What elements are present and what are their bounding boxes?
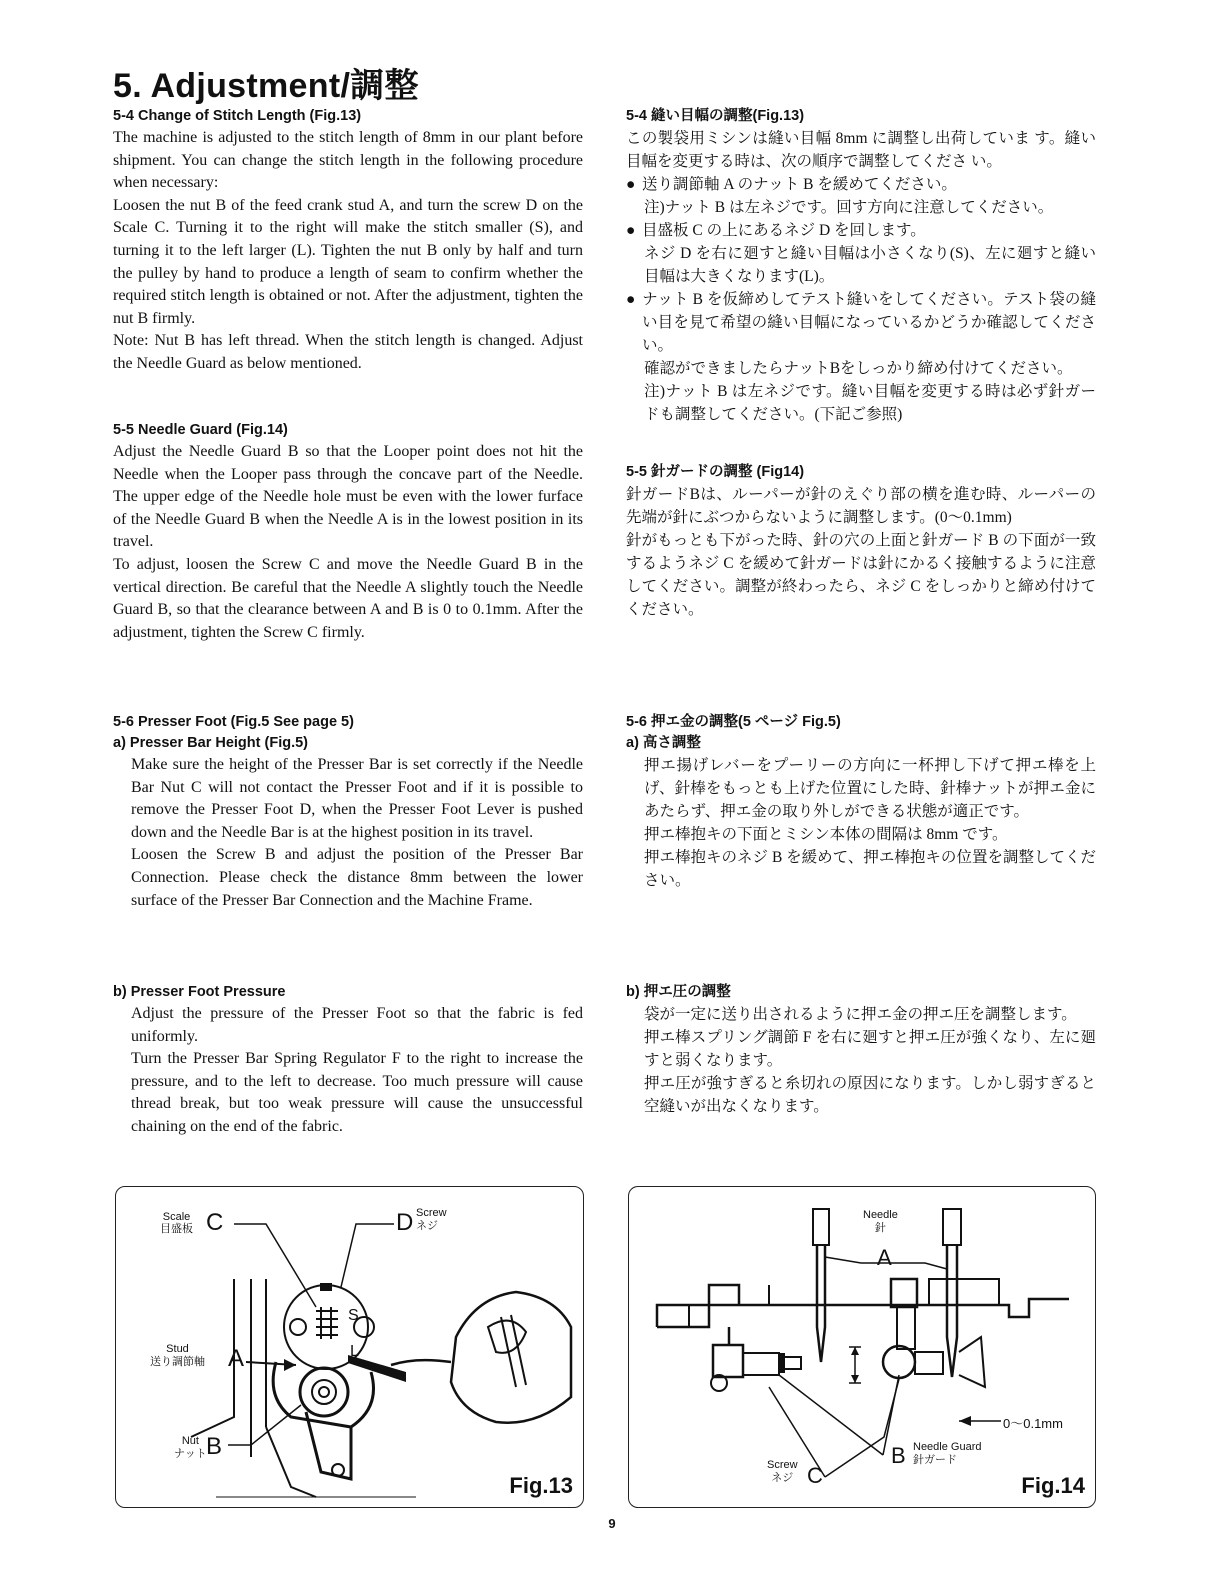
scale-label-jp: 目盛板: [160, 1223, 193, 1235]
stud-label: [150, 1343, 205, 1369]
bullet-icon: ●: [626, 291, 636, 308]
guard-label-en: Needle Guard: [913, 1441, 982, 1453]
stud-label-jp: 送り調節軸: [150, 1356, 205, 1368]
section-heading: 5-5 Needle Guard (Fig.14): [113, 422, 288, 438]
stud-letter: A: [228, 1345, 245, 1372]
note: 注)ナット B は左ネジです。回す方向に注意してください。: [644, 199, 1054, 216]
paragraph: Adjust the pressure of the Presser Foot so that the fabric is fed uniformly.: [131, 1005, 583, 1045]
paragraph: Turn the Presser Bar Spring Regulator F to the right to increase the pressure, and to the left to decrease. Too much pressure will cause thread break, but too weak pressure will cause the unsuccessful chaining on the end of the fabric.: [131, 1050, 583, 1135]
guard-letter: B: [891, 1443, 906, 1468]
note: ネジ D を右に廻すと縫い目幅は小さくなり(S)、左に廻すと縫い目幅は大きくなります(L)。: [644, 245, 1096, 285]
subsection-heading: a) Presser Bar Height (Fig.5): [113, 735, 308, 751]
needle-letter: A: [877, 1245, 892, 1270]
paragraph: To adjust, loosen the Screw C and move the Needle Guard B in the vertical direction. Be careful that the Needle A slightly touch the Needle Guard B, so that the clearance between A and B is 0 to 0.1mm. After the adjustment, tighten the Screw C firmly.: [113, 555, 583, 641]
paragraph: 押エ棒抱キのネジ B を緩めて、押エ棒抱キの位置を調整してください。: [644, 849, 1096, 889]
needle-label-en: Needle: [863, 1209, 898, 1221]
paragraph: 針ガードBは、ルーパーが針のえぐり部の横を進む時、ルーパーの先端が針にぶつからないように調整します。(0〜0.1mm): [626, 486, 1096, 526]
screw-label-en: Screw: [416, 1207, 447, 1219]
paragraph: この製袋用ミシンは縫い目幅 8mm に調整し出荷していま す。縫い目幅を変更する時は、次の順序で調整してくださ い。: [626, 130, 1096, 170]
note: 確認ができましたらナットBをしっかり締め付けてください。: [644, 360, 1073, 377]
scale-letter: C: [206, 1209, 224, 1236]
nut-letter: B: [206, 1433, 223, 1460]
page-number: 9: [608, 1516, 616, 1531]
paragraph: The machine is adjusted to the stitch length of 8mm in our plant before shipment. You can change the stitch length in the following procedure when necessary:: [113, 129, 583, 192]
section-heading: 5-4 Change of Stitch Length (Fig.13): [113, 108, 362, 124]
figure-caption: Fig.14: [1021, 1473, 1085, 1498]
screw-label-jp: ネジ: [771, 1472, 794, 1484]
guard-label: [913, 1441, 982, 1467]
paragraph: Loosen the nut B of the feed crank stud A, and turn the screw D on the Scale C. Turning it to the right will make the stitch smaller (S), and turning it to the left larger (L). Tighten the nut B only by half and turn the pulley by hand to produce a length of seam to confirm whether the required stitch length is obtained or not. After the adjustment, tighten the nut B firmly.: [113, 196, 583, 327]
subsection-heading: b) Presser Foot Pressure: [113, 984, 286, 1000]
section-heading: 5-6 Presser Foot (Fig.5 See page 5): [113, 714, 354, 730]
guard-label-jp: 針ガード: [913, 1454, 957, 1466]
screw-letter: C: [807, 1463, 823, 1488]
section-5-6b-jp: [626, 982, 1096, 1118]
bullet-icon: ●: [626, 176, 636, 193]
section-5-6b-en: [113, 982, 583, 1139]
paragraph: 押エ圧が強すぎると糸切れの原因になります。しかし弱すぎると空縫いが出なくなります。: [644, 1075, 1096, 1115]
section-5-5-en: [113, 420, 583, 644]
clearance-label: 0〜0.1mm: [1003, 1416, 1063, 1431]
screw-label-en: Screw: [767, 1459, 798, 1471]
stud-label-en: Stud: [166, 1343, 189, 1355]
nut-label: [174, 1435, 207, 1461]
bullet-item: ● 目盛板 C の上にあるネジ D を回します。: [626, 219, 1096, 242]
section-5-4-en: [113, 106, 583, 376]
paragraph: 押エ揚げレバーをプーリーの方向に一杯押し下げて押エ棒を上げ、針棒をもっとも上げた位置にした時、針棒ナットが押エ金にあたらず、押エ金の取り外しができる状態が適正です。: [644, 757, 1096, 820]
needle-label: [863, 1209, 898, 1235]
bullet-icon: ●: [626, 222, 636, 239]
section-5-5-jp: [626, 462, 1096, 621]
section-heading: 5-6 押エ金の調整(5 ページ Fig.5): [626, 714, 841, 730]
paragraph: 押エ棒抱キの下面とミシン本体の間隔は 8mm です。: [644, 826, 1008, 843]
paragraph: Adjust the Needle Guard B so that the Looper point does not hit the Needle when the Looper pass through the concave part of the Needle. The upper edge of the Needle hole must be even with the lower furface of the Needle Guard B when the Needle A is in the lowest position in its travel.: [113, 443, 583, 551]
paragraph: 押エ棒スプリング調節 F を右に廻すと押エ圧が強くなり、左に廻すと弱くなります。: [644, 1029, 1096, 1069]
section-5-6-jp: [626, 712, 1096, 892]
section-heading: 5-5 針ガードの調整 (Fig14): [626, 464, 805, 480]
bullet-item: ● 送り調節軸 A のナット B を緩めてください。: [626, 173, 1096, 196]
scale-label: [160, 1211, 193, 1235]
scale-label-en: Scale: [162, 1211, 191, 1223]
note: 注)ナット B は左ネジです。縫い目幅を変更する時は必ず針ガードも調整してください。(下記ご参照): [644, 383, 1096, 423]
screw-letter: D: [396, 1209, 414, 1236]
section-5-6-en: [113, 712, 583, 912]
paragraph: 袋が一定に送り出されるように押エ金の押エ圧を調整します。: [644, 1006, 1077, 1023]
smaller-mark: S: [348, 1307, 359, 1324]
paragraph: 針がもっとも下がった時、針の穴の上面と針ガード B の下面が一致するようネジ C を緩めて針ガードは針にかるく接触するように注意してください。調整が終わったら、ネジ C をしっかりと締め付けてください。: [626, 532, 1096, 618]
fig14-illustration: [629, 1187, 1095, 1507]
subsection-heading: a) 高さ調整: [626, 735, 701, 751]
note: Note: Nut B has left thread. When the stitch length is changed. Adjust the Needle Guard as below mentioned.: [113, 332, 583, 372]
screw-label: [416, 1207, 447, 1233]
screw-label: [767, 1459, 798, 1485]
section-5-4-jp: [626, 106, 1096, 426]
page-title: 5. Adjustment/調整: [113, 67, 419, 105]
bullet-item: ● ナット B を仮締めしてテスト縫いをしてください。テスト袋の縫い目を見て希望の縫い目幅になっているかどうか確認してください。: [626, 288, 1096, 357]
nut-label-jp: ナット: [174, 1448, 207, 1460]
needle-label-jp: 針: [874, 1222, 886, 1234]
screw-label-jp: ネジ: [416, 1220, 438, 1232]
figure-13: [115, 1186, 584, 1508]
larger-mark: L: [350, 1343, 359, 1360]
nut-label-en: Nut: [181, 1435, 199, 1447]
figure-caption: Fig.13: [509, 1473, 573, 1498]
paragraph: Loosen the Screw B and adjust the position of the Presser Bar Connection. Please check the distance 8mm between the lower surface of the Presser Bar Connection and the Machine Frame.: [131, 846, 583, 909]
figure-14: [628, 1186, 1096, 1508]
paragraph: Make sure the height of the Presser Bar is set correctly if the Needle Bar Nut C will not contact the Presser Foot and if it is possible to remove the Presser Foot D, when the Presser Foot Lever is pushed down and the Needle Bar is at the highest position in its travel.: [131, 756, 583, 841]
section-heading: 5-4 縫い目幅の調整(Fig.13): [626, 108, 805, 124]
subsection-heading: b) 押エ圧の調整: [626, 984, 731, 1000]
